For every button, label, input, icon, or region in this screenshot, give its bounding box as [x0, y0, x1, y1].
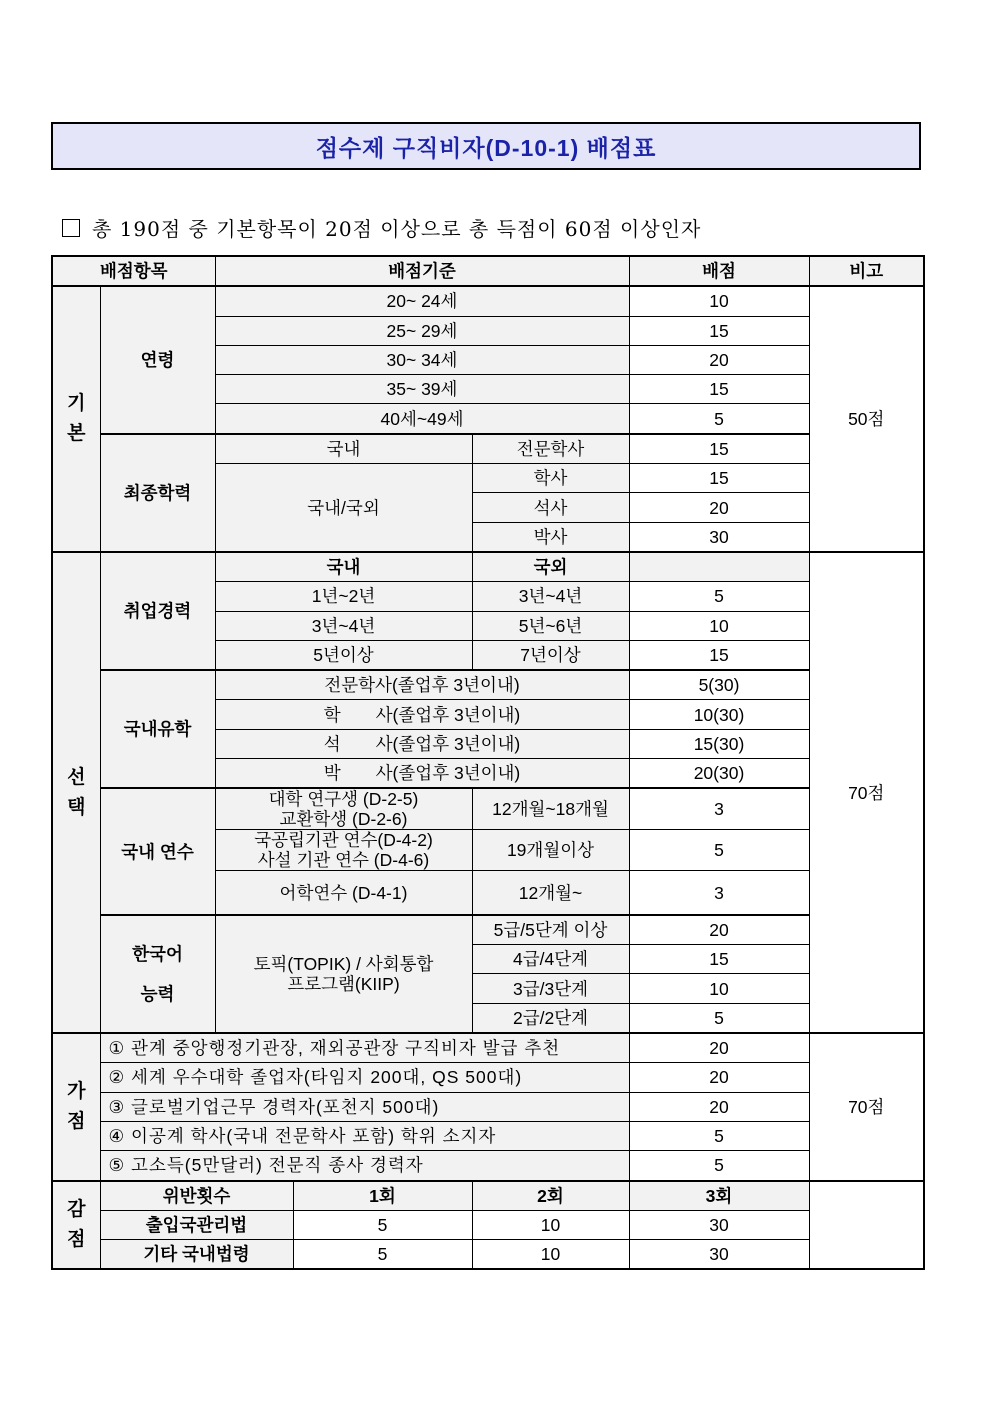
- work-domestic: 3년~4년: [215, 611, 472, 640]
- page-title: 점수제 구직비자(D-10-1) 배점표: [51, 122, 921, 170]
- korean-score: 5: [629, 1003, 809, 1033]
- deduct-note: [809, 1181, 924, 1270]
- education-score: 15: [629, 434, 809, 464]
- study-score: 15(30): [629, 729, 809, 758]
- training-item: 사설 기관 연수 (D-4-6): [257, 850, 430, 871]
- work-score: 5: [629, 582, 809, 611]
- education-degree: 석사: [472, 493, 629, 522]
- education-label: 최종학력: [100, 434, 215, 552]
- header-item: 배점항목: [52, 256, 215, 286]
- deduct-header: 2회: [472, 1181, 629, 1211]
- education-degree: 전문학사: [472, 434, 629, 464]
- work-foreign: 7년이상: [472, 640, 629, 670]
- work-score: 15: [629, 640, 809, 670]
- bonus-criteria: ② 세계 우수대학 졸업자(타임지 200대, QS 500대): [100, 1063, 629, 1092]
- deduct-header: 1회: [293, 1181, 472, 1211]
- table-row: [52, 915, 924, 945]
- score-table: [51, 255, 925, 1270]
- header-score: 배점: [629, 256, 809, 286]
- table-row: [52, 1033, 924, 1063]
- education-domestic-foreign: 국내/국외: [215, 464, 472, 552]
- training-period-1: 12개월~18개월: [472, 788, 629, 830]
- work-foreign: 3년~4년: [472, 582, 629, 611]
- bonus-criteria: ④ 이공계 학사(국내 전문학사 포함) 학위 소지자: [100, 1121, 629, 1150]
- deduct-law: 기타 국내법령: [100, 1240, 293, 1270]
- bonus-score: 5: [629, 1151, 809, 1181]
- study-score: 20(30): [629, 759, 809, 789]
- category-deduct: 감 점: [52, 1181, 100, 1270]
- subtitle-text: 총 190점 중 기본항목이 20점 이상으로 총 득점이 60점 이상인자: [92, 217, 702, 241]
- deduct-value: 30: [629, 1240, 809, 1270]
- korean-label: 한국어 능력: [100, 915, 215, 1033]
- korean-score: 10: [629, 974, 809, 1003]
- table-row: [52, 1240, 924, 1270]
- table-row: [52, 1092, 924, 1121]
- deduct-law: 출입국관리법: [100, 1210, 293, 1239]
- training-label: 국내 연수: [100, 788, 215, 915]
- work-foreign: 5년~6년: [472, 611, 629, 640]
- korean-level: 4급/4단계: [472, 945, 629, 974]
- study-criteria: 학 사(졸업후 3년이내): [215, 700, 629, 729]
- age-criteria: 20~ 24세: [215, 286, 629, 316]
- study-score: 5(30): [629, 670, 809, 700]
- select-note: 70점: [809, 552, 924, 1033]
- work-domestic: 1년~2년: [215, 582, 472, 611]
- education-degree: 박사: [472, 522, 629, 552]
- table-row: [52, 434, 924, 464]
- category-basic: 기 본: [52, 286, 100, 552]
- study-label: 국내유학: [100, 670, 215, 788]
- age-score: 20: [629, 345, 809, 374]
- training-item: 교환학생 (D-2-6): [279, 809, 408, 830]
- study-criteria: 전문학사(졸업후 3년이내): [215, 670, 629, 700]
- age-criteria: 25~ 29세: [215, 316, 629, 345]
- korean-level: 3급/3단계: [472, 974, 629, 1003]
- header-criteria: 배점기준: [215, 256, 629, 286]
- category-select: 선 택: [52, 552, 100, 1033]
- korean-level: 5급/5단계 이상: [472, 915, 629, 945]
- training-group-1b: [215, 830, 472, 871]
- education-degree: 학사: [472, 464, 629, 493]
- age-criteria: 30~ 34세: [215, 345, 629, 374]
- table-row: [52, 286, 924, 316]
- subtitle: [62, 213, 701, 242]
- table-row: [52, 552, 924, 582]
- korean-score: 15: [629, 945, 809, 974]
- checkbox-icon: [62, 219, 80, 237]
- bonus-criteria: ① 관계 중앙행정기관장, 재외공관장 구직비자 발급 추천: [100, 1033, 629, 1063]
- table-row: [52, 670, 924, 700]
- work-score: 10: [629, 611, 809, 640]
- training-score-3: 3: [629, 871, 809, 915]
- education-score: 15: [629, 464, 809, 493]
- work-label: 취업경력: [100, 552, 215, 670]
- age-label: 연령: [100, 286, 215, 433]
- bonus-score: 20: [629, 1033, 809, 1063]
- deduct-value: 10: [472, 1210, 629, 1239]
- age-score: 10: [629, 286, 809, 316]
- table-header: [52, 256, 924, 286]
- bonus-score: 20: [629, 1092, 809, 1121]
- age-score: 15: [629, 375, 809, 404]
- work-header-domestic: 국내: [215, 552, 472, 582]
- training-period-3: 12개월~: [472, 871, 629, 915]
- bonus-note: 70점: [809, 1033, 924, 1180]
- training-period-2: 19개월이상: [472, 830, 629, 871]
- korean-level: 2급/2단계: [472, 1003, 629, 1033]
- bonus-criteria: ⑤ 고소득(5만달러) 전문직 종사 경력자: [100, 1151, 629, 1181]
- training-group-2: 어학연수 (D-4-1): [215, 871, 472, 915]
- table-row: [52, 1063, 924, 1092]
- training-item: 대학 연구생 (D-2-5): [268, 789, 419, 810]
- deduct-value: 5: [293, 1240, 472, 1270]
- deduct-value: 30: [629, 1210, 809, 1239]
- training-group-1a: [215, 788, 472, 830]
- study-score: 10(30): [629, 700, 809, 729]
- table-row: [52, 1121, 924, 1150]
- korean-test: 토픽(TOPIK) / 사회통합 프로그램(KIIP): [215, 915, 472, 1033]
- study-criteria: 석 사(졸업후 3년이내): [215, 729, 629, 758]
- bonus-score: 5: [629, 1121, 809, 1150]
- deduct-header: 3회: [629, 1181, 809, 1211]
- table-row: [52, 1151, 924, 1181]
- deduct-value: 10: [472, 1240, 629, 1270]
- bonus-criteria: ③ 글로벌기업근무 경력자(포천지 500대): [100, 1092, 629, 1121]
- education-score: 30: [629, 522, 809, 552]
- deduct-value: 5: [293, 1210, 472, 1239]
- age-score: 5: [629, 404, 809, 434]
- training-score-1: 3: [629, 788, 809, 830]
- education-domestic: 국내: [215, 434, 472, 464]
- education-score: 20: [629, 493, 809, 522]
- korean-score: 20: [629, 915, 809, 945]
- category-bonus: 가 점: [52, 1033, 100, 1180]
- training-score-2: 5: [629, 830, 809, 871]
- deduct-header: 위반횟수: [100, 1181, 293, 1211]
- table-row: [52, 1210, 924, 1239]
- header-note: 비고: [809, 256, 924, 286]
- work-domestic: 5년이상: [215, 640, 472, 670]
- age-criteria: 40세~49세: [215, 404, 629, 434]
- work-header-score: [629, 552, 809, 582]
- study-criteria: 박 사(졸업후 3년이내): [215, 759, 629, 789]
- bonus-score: 20: [629, 1063, 809, 1092]
- age-score: 15: [629, 316, 809, 345]
- training-item: 국공립기관 연수(D-4-2): [254, 830, 433, 851]
- work-header-foreign: 국외: [472, 552, 629, 582]
- age-criteria: 35~ 39세: [215, 375, 629, 404]
- table-row: [52, 1181, 924, 1211]
- basic-note: 50점: [809, 286, 924, 552]
